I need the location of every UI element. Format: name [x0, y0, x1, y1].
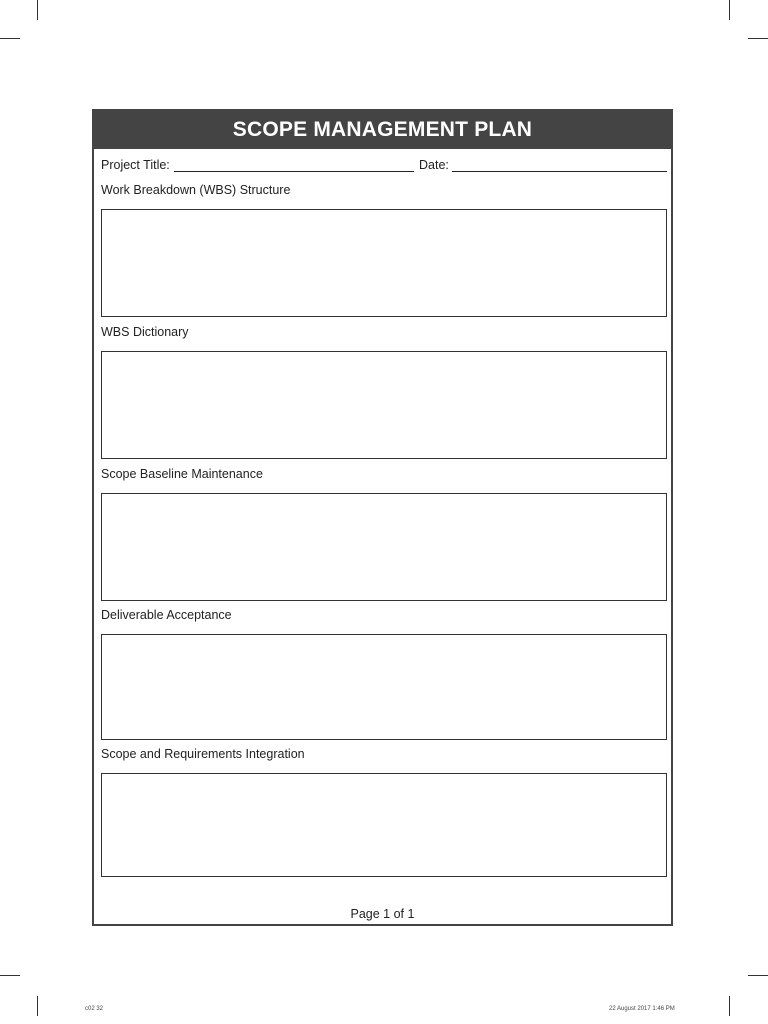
page-number: Page 1 of 1 [350, 907, 415, 921]
section-box-deliverable-acceptance[interactable] [101, 634, 667, 740]
section-box-scope-baseline-maintenance[interactable] [101, 493, 667, 601]
form-title: SCOPE MANAGEMENT PLAN [94, 111, 671, 149]
date-field[interactable] [452, 171, 667, 172]
crop-mark-bottom-left-horizontal [0, 975, 20, 976]
crop-mark-bottom-right-horizontal [748, 975, 768, 976]
print-footer-right: 22 August 2017 1:46 PM [609, 1006, 675, 1012]
section-box-wbs-dictionary[interactable] [101, 351, 667, 459]
scope-management-plan-form [92, 109, 673, 926]
crop-mark-bottom-left-vertical [37, 996, 38, 1016]
section-label-scope-requirements-integration: Scope and Requirements Integration [101, 747, 305, 761]
project-title-field[interactable] [174, 171, 414, 172]
section-label-scope-baseline-maintenance: Scope Baseline Maintenance [101, 467, 263, 481]
section-box-scope-requirements-integration[interactable] [101, 773, 667, 877]
crop-mark-top-right-vertical [729, 0, 730, 20]
section-label-wbs-structure: Work Breakdown (WBS) Structure [101, 183, 291, 197]
crop-mark-top-left-horizontal [0, 38, 20, 39]
date-label: Date: [419, 158, 449, 172]
crop-mark-top-right-horizontal [748, 38, 768, 39]
section-label-deliverable-acceptance: Deliverable Acceptance [101, 608, 232, 622]
crop-mark-top-left-vertical [37, 0, 38, 20]
crop-mark-bottom-right-vertical [729, 996, 730, 1016]
section-label-wbs-dictionary: WBS Dictionary [101, 325, 189, 339]
section-box-wbs-structure[interactable] [101, 209, 667, 317]
project-title-label: Project Title: [101, 158, 170, 172]
print-footer-left: c02 32 [85, 1006, 104, 1012]
